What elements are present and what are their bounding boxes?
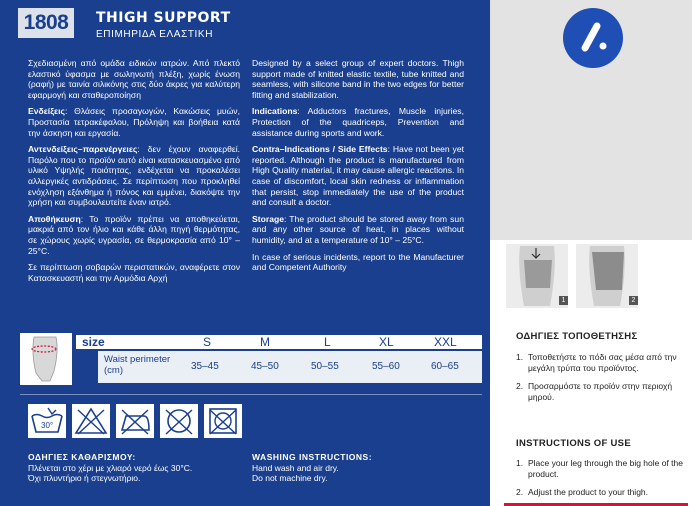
section-divider	[20, 394, 482, 395]
english-storage: Storage: The product should be stored away from sun and any other source of heat, in places without humidity, and at a temperature of 10° – 25°C.	[252, 213, 464, 245]
greek-washing-line: Όχι πλυντήριο ή στεγνωτήριο.	[28, 473, 141, 483]
no-dry-clean-icon	[160, 404, 198, 438]
size-xxl: XXL	[434, 335, 457, 349]
english-washing-line: Hand wash and air dry.	[252, 462, 339, 473]
list-item: 1. Place your leg through the big hole of the product.	[516, 458, 683, 479]
size-value: 45–50	[251, 361, 279, 372]
hand-wash-icon	[28, 404, 66, 438]
english-instructions-heading: INSTRUCTIONS OF USE	[516, 438, 631, 449]
size-header-row	[76, 335, 482, 349]
greek-storage: Αποθήκευση: Το προϊόν πρέπει να αποθηκεύεται, μακριά από τον ήλιο και κάθε άλλη πηγή θερμότητας, σε χώρους χωρίς υγρασία, σε θερμοκρασία από 10° –25°C.	[28, 213, 240, 256]
size-m: M	[260, 335, 270, 349]
size-xl: XL	[379, 335, 394, 349]
size-value: 35–45	[191, 361, 219, 372]
step-number: 1	[559, 296, 568, 305]
wash-temp: 30°	[41, 421, 54, 430]
size-value: 55–60	[372, 361, 400, 372]
greek-indications: Ενδείξεις: Θλάσεις προσαγωγών, Κακώσεις μυών, Προστασία τετρακέφαλου, Πρόληψη και βοήθεια κατά την άσκηση και εργασία.	[28, 106, 240, 138]
product-subtitle: ΕΠΙΜΗΡΙΔΑ ΕΛΑΣΤΙΚΗ	[96, 29, 214, 40]
english-washing	[252, 452, 472, 484]
product-title: THIGH SUPPORT	[96, 10, 231, 26]
english-description	[252, 58, 464, 279]
greek-washing	[28, 452, 248, 484]
no-tumble-dry-icon	[204, 404, 242, 438]
greek-washing-title: ΟΔΗΓΙΕΣ ΚΑΘΑΡΙΣΜΟΥ:	[28, 452, 136, 462]
english-instructions-list	[516, 458, 684, 505]
english-intro: Designed by a select group of expert doctors. Thigh support made of knitted elastic textile, tube knitted and seamless, with silicone band in the two edges for better fitting and stabilization.	[252, 58, 464, 100]
english-incident: In case of serious incidents, report to the Manufacturer and Competent Authority	[252, 251, 464, 273]
size-values-row	[98, 351, 482, 383]
list-item: 2. Προσαρμόστε το προϊόν στην περιοχή μηρού.	[516, 381, 673, 402]
size-value: 50–55	[311, 361, 339, 372]
no-bleach-icon	[72, 404, 110, 438]
product-code: 1808	[18, 8, 74, 38]
english-indications: Indications: Adductors fractures, Muscle injuries, Protection of the quadriceps, Prevention and assistance during sports and work.	[252, 106, 464, 138]
english-washing-title: WASHING INSTRUCTIONS:	[252, 452, 373, 462]
size-label: size	[82, 335, 105, 349]
greek-incident: Σε περίπτωση σοβαρών περιστατικών, αναφέρετε στον Κατασκευαστή και την Αρμόδια Αρχή	[28, 262, 240, 283]
greek-intro: Σχεδιασμένη από ομάδα ειδικών ιατρών. Από πλεκτό ελαστικό ύφασμα με σωληνωτή πλέξη, χωρίς ένωση (ραφή) με ταινία σιλικόνης στις δύο άκρες για καλύτερη εφαρμογή και σταθεροποίηση	[28, 58, 240, 100]
english-washing-line: Do not machine dry.	[252, 473, 328, 483]
list-item: 2. Adjust the product to your thigh.	[516, 487, 649, 497]
greek-instructions-heading: ΟΔΗΓΙΕΣ ΤΟΠΟΘΕΤΗΣΗΣ	[516, 331, 638, 342]
size-s: S	[203, 335, 212, 349]
size-value: 60–65	[431, 361, 459, 372]
leg-measure-icon	[20, 333, 72, 385]
brand-logo-icon	[563, 8, 623, 68]
greek-washing-line: Πλένεται στο χέρι με χλιαρό νερό έως 30°C.	[28, 462, 193, 473]
size-l: L	[324, 335, 331, 349]
greek-description	[28, 58, 240, 289]
product-header	[0, 0, 490, 50]
greek-instructions-list	[516, 352, 684, 410]
greek-contraindications: Αντενδείξεις–παρενέργειες: δεν έχουν αναφερθεί. Παρόλο που το προϊόν αυτό είναι κατασκευασμένο από υλικό Υψηλής ποιότητας, ενδέχεται να προκαλέσει αλλεργικές αντιδράσεις. Σε περίπτωση που προκληθεί ενόχληση εξάνθημα ή πόνος και εμμένει, διακόψτε την χρήση και συμβουλευτείτε έναν ιατρό.	[28, 144, 240, 208]
instructions-panel	[490, 0, 692, 506]
list-item: 1. Τοποθετήστε το πόδι σας μέσα από την μεγάλη τρύπα του προϊόντος.	[516, 352, 677, 373]
no-iron-icon	[116, 404, 154, 438]
step-number: 2	[629, 296, 638, 305]
waist-perimeter-label: Waist perimeter (cm)	[104, 354, 171, 376]
size-table	[20, 333, 482, 385]
english-contraindications: Contra–Indications / Side Effects: Have not been yet reported. Although the product is manufactured from High Quality material, it may cause allergic reactions. In case of discomfort, local skin redness or inflammation that persist, stop immediately the use of the product and consult a doctor.	[252, 144, 464, 208]
